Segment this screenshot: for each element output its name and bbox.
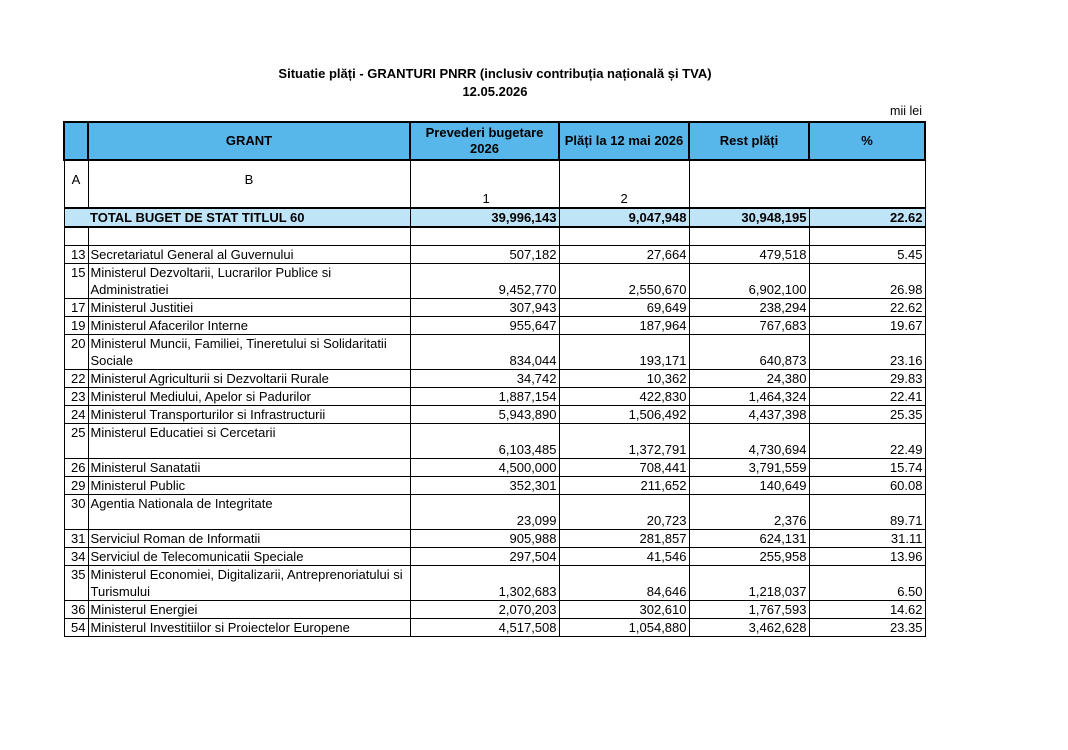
table-row bbox=[64, 619, 925, 637]
row-grant-name: Serviciul Roman de Informatii bbox=[88, 530, 410, 548]
row-percent: 23.16 bbox=[809, 335, 925, 370]
row-code: 22 bbox=[64, 370, 88, 388]
row-code: 34 bbox=[64, 548, 88, 566]
row-rest: 24,380 bbox=[689, 370, 809, 388]
row-rest: 2,376 bbox=[689, 495, 809, 530]
row-prevederi: 955,647 bbox=[410, 317, 559, 335]
column-label-row bbox=[64, 160, 925, 208]
table-body bbox=[64, 246, 925, 637]
report-date: 12.05.2026 bbox=[462, 84, 528, 99]
row-prevederi: 6,103,485 bbox=[410, 424, 559, 459]
col-label-1: 1 bbox=[410, 160, 559, 208]
row-rest: 140,649 bbox=[689, 477, 809, 495]
row-prevederi: 4,517,508 bbox=[410, 619, 559, 637]
row-percent: 19.67 bbox=[809, 317, 925, 335]
row-rest: 1,218,037 bbox=[689, 566, 809, 601]
table-row bbox=[64, 406, 925, 424]
table-row bbox=[64, 477, 925, 495]
header-row bbox=[64, 122, 925, 160]
row-plati: 193,171 bbox=[559, 335, 689, 370]
row-grant-name: Ministerul Educatiei si Cercetarii bbox=[88, 424, 410, 459]
row-plati: 20,723 bbox=[559, 495, 689, 530]
row-percent: 26.98 bbox=[809, 264, 925, 299]
row-plati: 10,362 bbox=[559, 370, 689, 388]
payments-table bbox=[63, 121, 926, 637]
row-prevederi: 4,500,000 bbox=[410, 459, 559, 477]
row-percent: 6.50 bbox=[809, 566, 925, 601]
row-code: 35 bbox=[64, 566, 88, 601]
row-plati: 708,441 bbox=[559, 459, 689, 477]
row-grant-name: Ministerul Justitiei bbox=[88, 299, 410, 317]
header-percent: % bbox=[809, 122, 925, 160]
row-prevederi: 1,887,154 bbox=[410, 388, 559, 406]
row-percent: 29.83 bbox=[809, 370, 925, 388]
row-prevederi: 297,504 bbox=[410, 548, 559, 566]
row-plati: 69,649 bbox=[559, 299, 689, 317]
row-percent: 23.35 bbox=[809, 619, 925, 637]
row-percent: 22.62 bbox=[809, 299, 925, 317]
row-percent: 25.35 bbox=[809, 406, 925, 424]
row-code: 29 bbox=[64, 477, 88, 495]
row-prevederi: 834,044 bbox=[410, 335, 559, 370]
total-name: TOTAL BUGET DE STAT TITLUL 60 bbox=[88, 208, 410, 227]
row-rest: 238,294 bbox=[689, 299, 809, 317]
row-prevederi: 307,943 bbox=[410, 299, 559, 317]
table-row bbox=[64, 601, 925, 619]
row-plati: 1,054,880 bbox=[559, 619, 689, 637]
row-plati: 1,506,492 bbox=[559, 406, 689, 424]
report-title: Situatie plăți - GRANTURI PNRR (inclusiv contribuția națională și TVA) bbox=[278, 66, 712, 81]
row-percent: 31.11 bbox=[809, 530, 925, 548]
row-rest: 767,683 bbox=[689, 317, 809, 335]
header-code bbox=[64, 122, 88, 160]
row-plati: 302,610 bbox=[559, 601, 689, 619]
row-grant-name: Ministerul Economiei, Digitalizarii, Antreprenoriatului si Turismului bbox=[88, 566, 410, 601]
row-code: 13 bbox=[64, 246, 88, 264]
row-rest: 4,730,694 bbox=[689, 424, 809, 459]
row-code: 31 bbox=[64, 530, 88, 548]
row-plati: 187,964 bbox=[559, 317, 689, 335]
table-row bbox=[64, 388, 925, 406]
row-code: 36 bbox=[64, 601, 88, 619]
row-code: 15 bbox=[64, 264, 88, 299]
col-label-empty bbox=[809, 160, 925, 208]
total-plati: 9,047,948 bbox=[559, 208, 689, 227]
total-rest: 30,948,195 bbox=[689, 208, 809, 227]
row-prevederi: 507,182 bbox=[410, 246, 559, 264]
table-row bbox=[64, 299, 925, 317]
row-prevederi: 23,099 bbox=[410, 495, 559, 530]
row-rest: 1,767,593 bbox=[689, 601, 809, 619]
row-grant-name: Ministerul Mediului, Apelor si Padurilor bbox=[88, 388, 410, 406]
header-rest: Rest plăți bbox=[689, 122, 809, 160]
row-grant-name: Ministerul Dezvoltarii, Lucrarilor Publice si Administratiei bbox=[88, 264, 410, 299]
row-plati: 2,550,670 bbox=[559, 264, 689, 299]
table-row bbox=[64, 264, 925, 299]
row-grant-name: Ministerul Public bbox=[88, 477, 410, 495]
row-rest: 6,902,100 bbox=[689, 264, 809, 299]
row-percent: 60.08 bbox=[809, 477, 925, 495]
row-grant-name: Ministerul Investitiilor si Proiectelor Europene bbox=[88, 619, 410, 637]
table-row bbox=[64, 459, 925, 477]
row-percent: 13.96 bbox=[809, 548, 925, 566]
col-label-a: A bbox=[64, 160, 88, 208]
row-percent: 89.71 bbox=[809, 495, 925, 530]
row-code: 30 bbox=[64, 495, 88, 530]
row-grant-name: Ministerul Afacerilor Interne bbox=[88, 317, 410, 335]
row-rest: 3,462,628 bbox=[689, 619, 809, 637]
total-prevederi: 39,996,143 bbox=[410, 208, 559, 227]
row-rest: 640,873 bbox=[689, 335, 809, 370]
row-rest: 255,958 bbox=[689, 548, 809, 566]
row-prevederi: 9,452,770 bbox=[410, 264, 559, 299]
row-rest: 3,791,559 bbox=[689, 459, 809, 477]
row-percent: 22.41 bbox=[809, 388, 925, 406]
row-prevederi: 5,943,890 bbox=[410, 406, 559, 424]
total-row bbox=[64, 208, 925, 227]
row-code: 25 bbox=[64, 424, 88, 459]
table-row bbox=[64, 370, 925, 388]
header-grant: GRANT bbox=[88, 122, 410, 160]
table-row bbox=[64, 566, 925, 601]
row-code: 23 bbox=[64, 388, 88, 406]
table-row bbox=[64, 317, 925, 335]
row-code: 54 bbox=[64, 619, 88, 637]
row-plati: 281,857 bbox=[559, 530, 689, 548]
row-rest: 4,437,398 bbox=[689, 406, 809, 424]
table-row bbox=[64, 548, 925, 566]
table-row bbox=[64, 424, 925, 459]
row-grant-name: Ministerul Agriculturii si Dezvoltarii Rurale bbox=[88, 370, 410, 388]
row-code: 24 bbox=[64, 406, 88, 424]
row-code: 26 bbox=[64, 459, 88, 477]
table-row bbox=[64, 335, 925, 370]
row-code: 19 bbox=[64, 317, 88, 335]
row-plati: 211,652 bbox=[559, 477, 689, 495]
total-percent: 22.62 bbox=[809, 208, 925, 227]
row-percent: 15.74 bbox=[809, 459, 925, 477]
row-rest: 624,131 bbox=[689, 530, 809, 548]
row-plati: 422,830 bbox=[559, 388, 689, 406]
col-label-2: 2 bbox=[559, 160, 689, 208]
header-plati: Plăți la 12 mai 2026 bbox=[559, 122, 689, 160]
row-plati: 41,546 bbox=[559, 548, 689, 566]
row-prevederi: 34,742 bbox=[410, 370, 559, 388]
row-grant-name: Ministerul Muncii, Familiei, Tineretului si Solidaritatii Sociale bbox=[88, 335, 410, 370]
table-row bbox=[64, 495, 925, 530]
row-plati: 84,646 bbox=[559, 566, 689, 601]
row-grant-name: Ministerul Transporturilor si Infrastructurii bbox=[88, 406, 410, 424]
spacer-row bbox=[64, 227, 925, 246]
row-grant-name: Serviciul de Telecomunicatii Speciale bbox=[88, 548, 410, 566]
header-prevederi: Prevederi bugetare 2026 bbox=[410, 122, 559, 160]
table-row bbox=[64, 246, 925, 264]
row-percent: 14.62 bbox=[809, 601, 925, 619]
units-label: mii lei bbox=[890, 104, 922, 118]
row-percent: 5.45 bbox=[809, 246, 925, 264]
row-percent: 22.49 bbox=[809, 424, 925, 459]
row-grant-name: Agentia Nationala de Integritate bbox=[88, 495, 410, 530]
row-grant-name: Ministerul Energiei bbox=[88, 601, 410, 619]
row-prevederi: 352,301 bbox=[410, 477, 559, 495]
row-prevederi: 905,988 bbox=[410, 530, 559, 548]
row-grant-name: Ministerul Sanatatii bbox=[88, 459, 410, 477]
row-grant-name: Secretariatul General al Guvernului bbox=[88, 246, 410, 264]
row-rest: 479,518 bbox=[689, 246, 809, 264]
row-code: 20 bbox=[64, 335, 88, 370]
row-plati: 27,664 bbox=[559, 246, 689, 264]
row-prevederi: 2,070,203 bbox=[410, 601, 559, 619]
row-prevederi: 1,302,683 bbox=[410, 566, 559, 601]
row-rest: 1,464,324 bbox=[689, 388, 809, 406]
table-row bbox=[64, 530, 925, 548]
row-plati: 1,372,791 bbox=[559, 424, 689, 459]
total-code bbox=[64, 208, 88, 227]
col-label-empty bbox=[689, 160, 809, 208]
col-label-b: B bbox=[88, 160, 410, 208]
row-code: 17 bbox=[64, 299, 88, 317]
